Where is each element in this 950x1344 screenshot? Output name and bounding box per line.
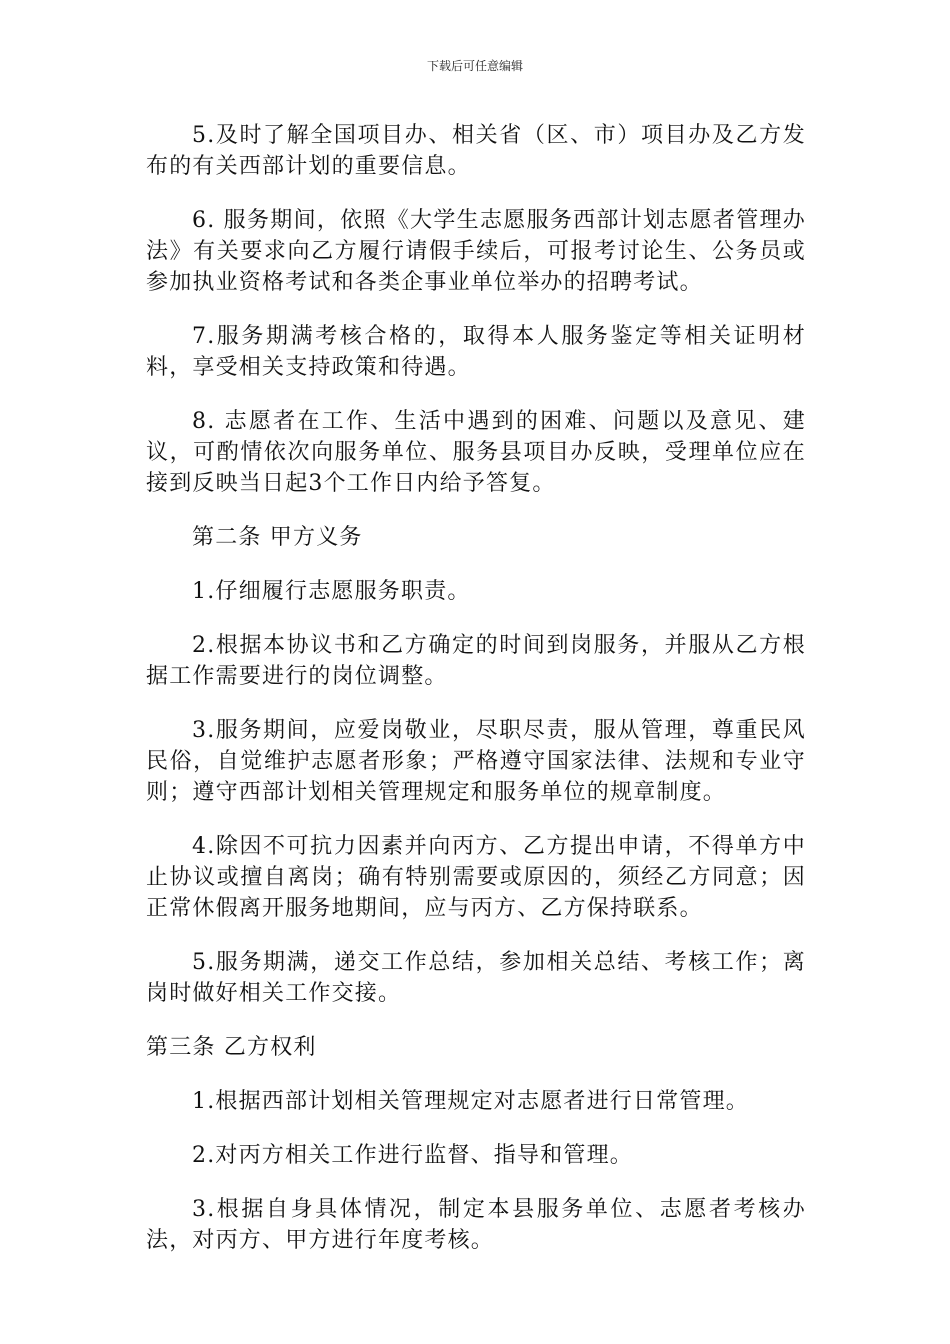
section-heading-article-2: 第二条 甲方义务 xyxy=(192,525,363,550)
paragraph-item-6-leave: 6. 服务期间，依照《大学生志愿服务西部计划志愿者管理办法》有关要求向乙方履行请假手续后，可报考讨论生、公务员或参加执业资格考试和各类企事业单位举办的招聘考试。 xyxy=(146,208,806,295)
paragraph-item-8-feedback: 8. 志愿者在工作、生活中遇到的困难、问题以及意见、建议，可酌情依次向服务单位、服务县项目办反映，受理单位应在接到反映当日起3个工作日内给予答复。 xyxy=(146,409,806,496)
paragraph-right-1: 1.根据西部计划相关管理规定对志愿者进行日常管理。 xyxy=(192,1089,749,1114)
paragraph-duty-5: 5.服务期满，递交工作总结，参加相关总结、考核工作；离岗时做好相关工作交接。 xyxy=(146,950,806,1006)
paragraph-duty-1: 1.仔细履行志愿服务职责。 xyxy=(192,579,471,604)
document-body xyxy=(146,120,806,1279)
paragraph-right-2: 2.对丙方相关工作进行监督、指导和管理。 xyxy=(192,1143,633,1168)
paragraph-item-5-info: 5.及时了解全国项目办、相关省（区、市）项目办及乙方发布的有关西部计划的重要信息。 xyxy=(146,123,806,179)
paragraph-duty-4: 4.除因不可抗力因素并向丙方、乙方提出申请，不得单方中止协议或擅自离岗；确有特别需要或原因的，须经乙方同意；因正常休假离开服务地期间，应与丙方、乙方保持联系。 xyxy=(146,834,806,921)
paragraph-right-3: 3.根据自身具体情况，制定本县服务单位、志愿者考核办法，对丙方、甲方进行年度考核。 xyxy=(146,1197,806,1253)
paragraph-item-7-assessment: 7.服务期满考核合格的，取得本人服务鉴定等相关证明材料，享受相关支持政策和待遇。 xyxy=(146,324,806,380)
page-header: 下载后可任意编辑 xyxy=(426,59,523,73)
section-heading-article-3: 第三条 乙方权利 xyxy=(146,1035,317,1060)
paragraph-duty-3: 3.服务期间，应爱岗敬业，尽职尽责，服从管理，尊重民风民俗，自觉维护志愿者形象；严格遵守国家法律、法规和专业守则；遵守西部计划相关管理规定和服务单位的规章制度。 xyxy=(146,718,806,805)
paragraph-duty-2: 2.根据本协议书和乙方确定的时间到岗服务，并服从乙方根据工作需要进行的岗位调整。 xyxy=(146,633,806,689)
